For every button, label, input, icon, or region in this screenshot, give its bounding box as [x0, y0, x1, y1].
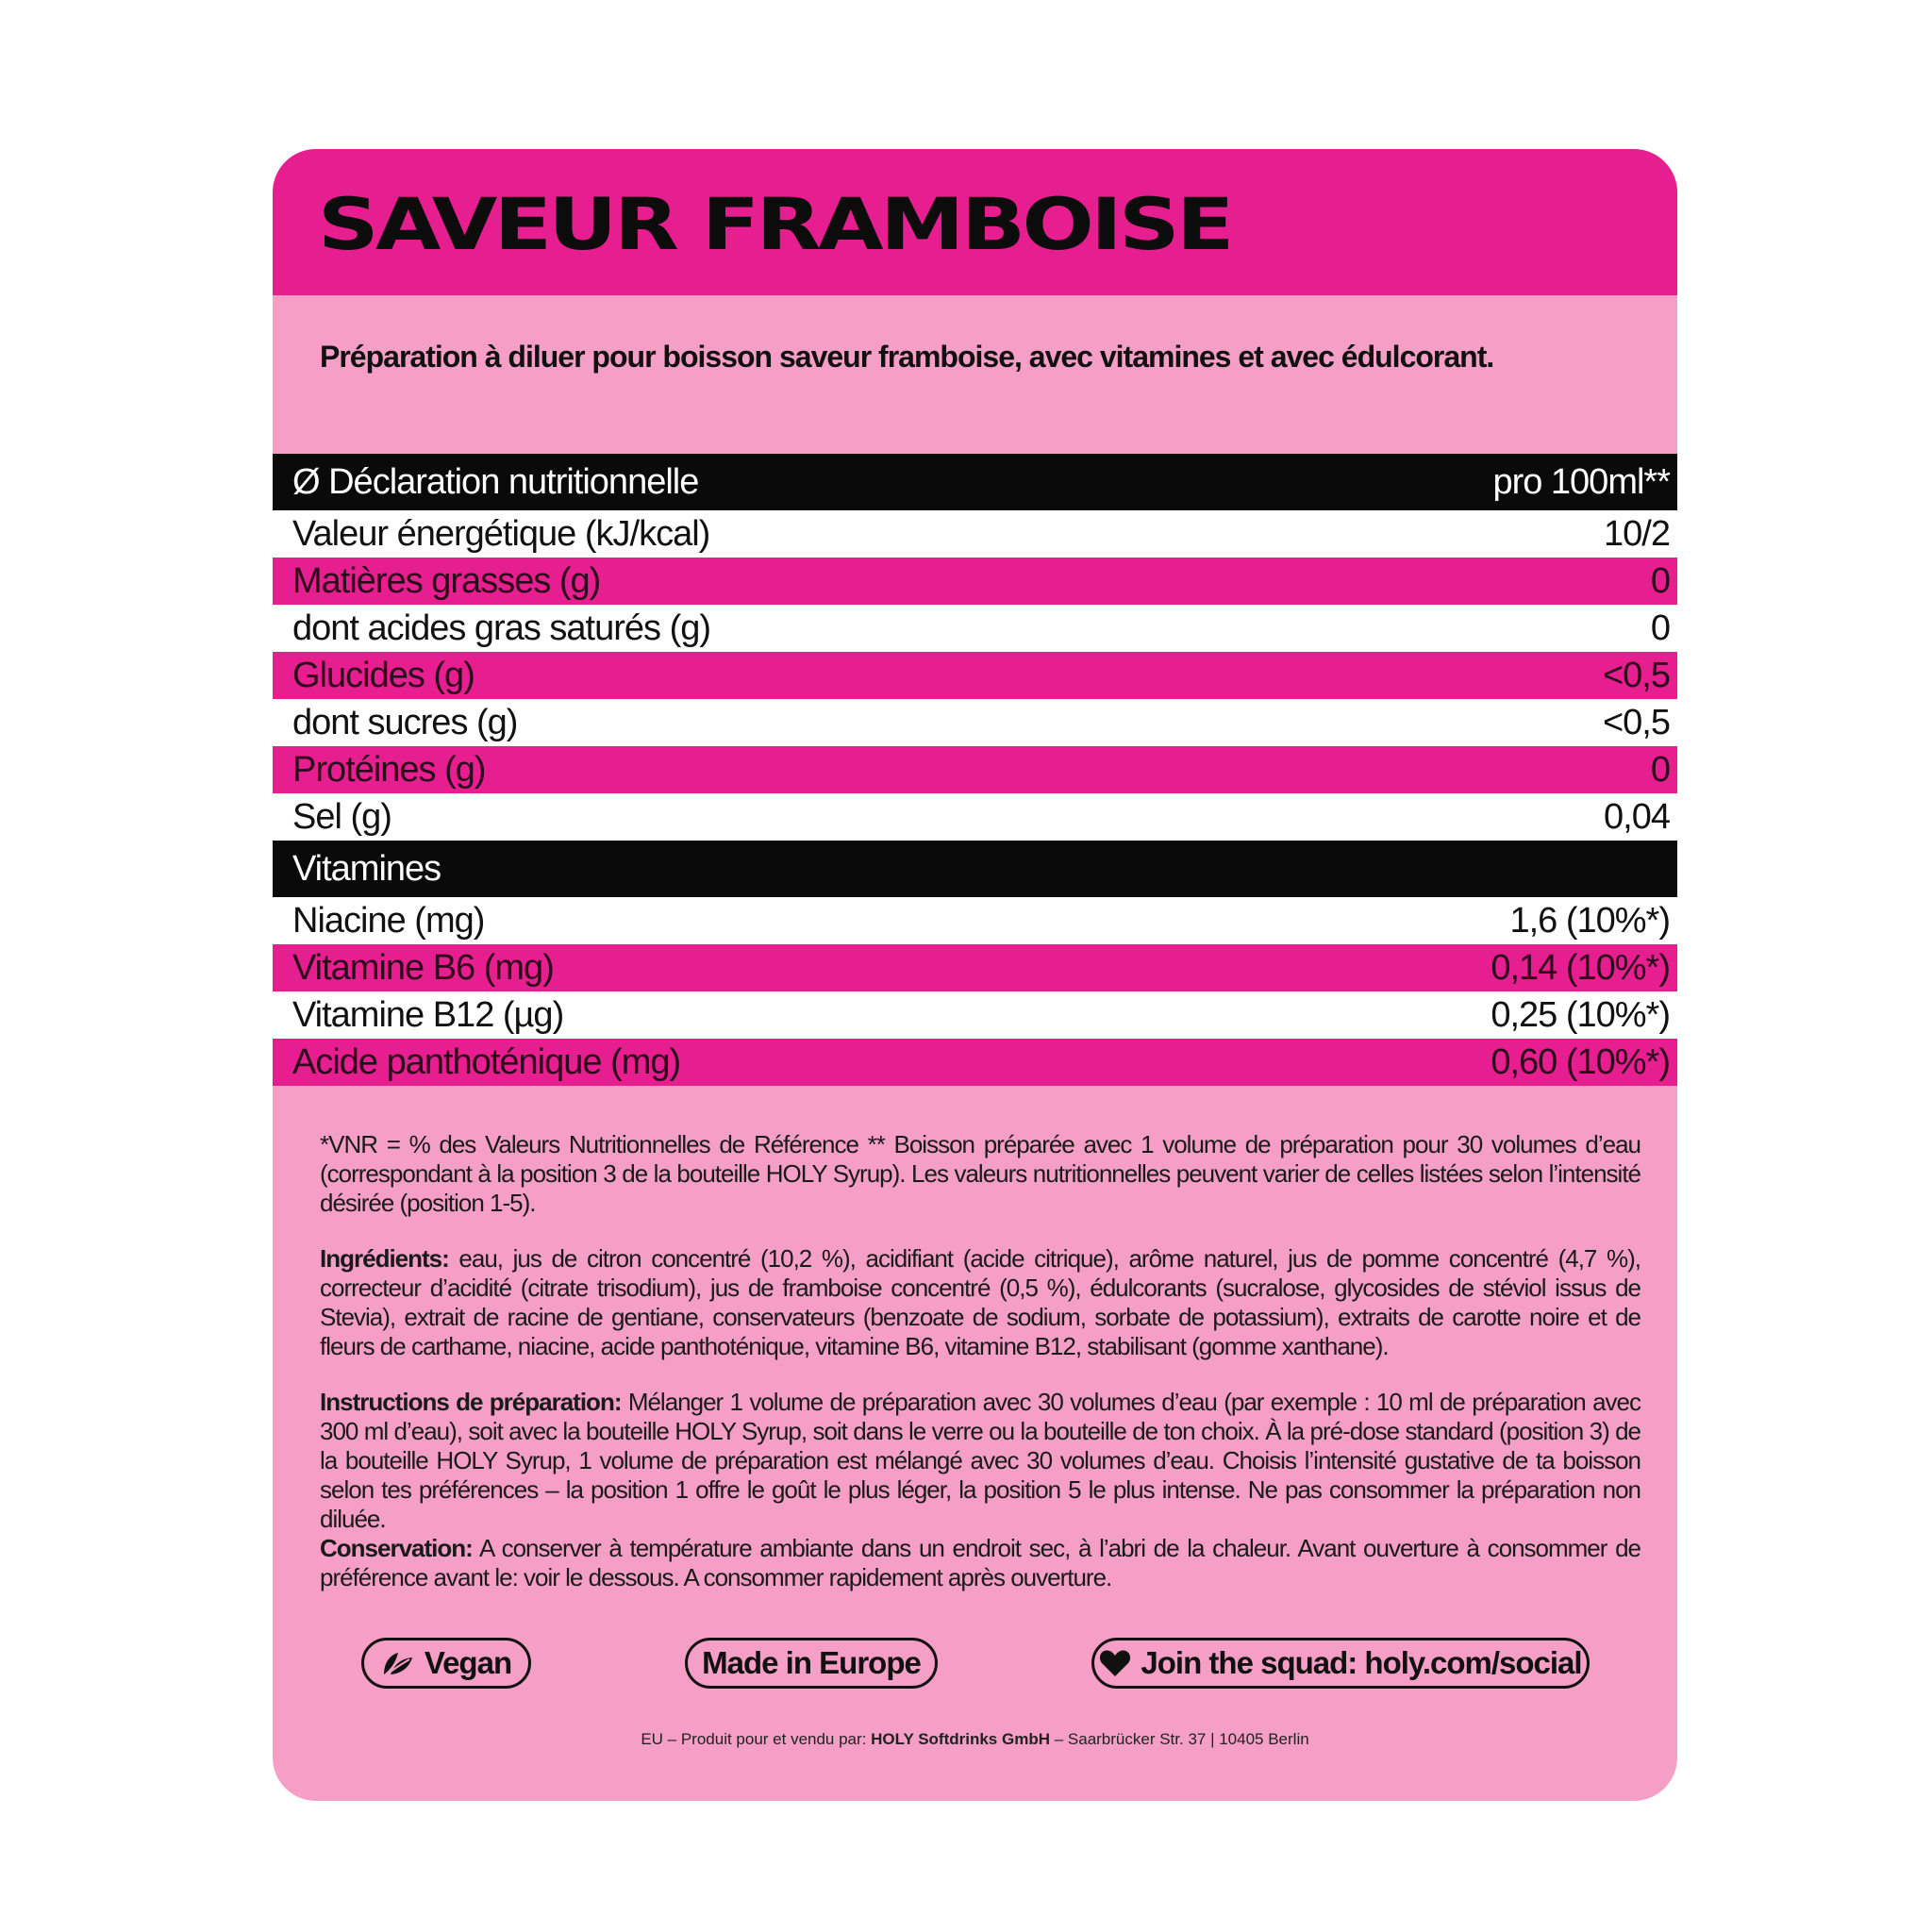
- row-value: 0,04: [1604, 796, 1670, 837]
- instructions-paragraph: [320, 1388, 1641, 1534]
- nutrition-label-card: [273, 149, 1677, 1801]
- vegan-label: Vegan: [424, 1645, 512, 1680]
- table-row: [273, 699, 1677, 746]
- row-value: 0,25 (10%*): [1491, 994, 1670, 1035]
- product-subtitle: Préparation à diluer pour boisson saveur framboise, avec vitamines et avec édulcorant.: [320, 340, 1494, 374]
- row-value: 0,60 (10%*): [1491, 1041, 1670, 1082]
- row-label: Vitamine B6 (mg): [292, 947, 554, 988]
- legal-text-block: [320, 1130, 1641, 1592]
- ingredients-text: eau, jus de citron concentré (10,2 %), acidifiant (acide citrique), arôme naturel, jus de pomme concentré (4,7 %), correcteur d’acidité (citrate trisodium), jus de framboise concentré (0,5 %), édulcorants (sucralose, glycosides de stéviol issus de Stevia), extrait de racine de gentiane, conservateurs (benzoate de sodium, sorbate de potassium), extraits de carotte noire et de fleurs de carthame, niacine, acide panthoténique, vitamine B6, vitamine B12, stabilisant (gomme xanthane).: [320, 1244, 1641, 1360]
- row-label: Glucides (g): [292, 655, 475, 695]
- conservation-paragraph: [320, 1534, 1641, 1592]
- table-row: [273, 652, 1677, 699]
- row-value: 0,14 (10%*): [1491, 947, 1670, 988]
- imprint-address: – Saarbrücker Str. 37 | 10405 Berlin: [1050, 1730, 1309, 1748]
- row-label: Vitamine B12 (µg): [292, 994, 564, 1035]
- title-band: [273, 149, 1677, 295]
- conservation-label: Conservation:: [320, 1534, 473, 1562]
- social-label: Join the squad: holy.com/social: [1141, 1645, 1582, 1680]
- table-row: [273, 746, 1677, 793]
- made-in-europe-badge: [685, 1638, 938, 1689]
- table-row: [273, 944, 1677, 991]
- instructions-text: Mélanger 1 volume de préparation avec 30 volumes d’eau (par exemple : 10 ml de préparation avec 300 ml d’eau), soit avec la bouteille HOLY Syrup, soit dans le verre ou la bouteille de ton choix. À la pré-dose standard (position 3) de la bouteille HOLY Syrup, 1 volume de préparation est mélangé avec 30 volumes d’eau. Choisis l’intensité gustative de ta boisson selon tes préférences – la position 1 offre le goût le plus léger, la position 5 le plus intense. Ne pas consommer la préparation non diluée.: [320, 1388, 1641, 1533]
- imprint-company: HOLY Softdrinks GmbH: [871, 1730, 1050, 1748]
- row-value: 0: [1650, 560, 1670, 601]
- row-label: Niacine (mg): [292, 900, 485, 941]
- table-row: [273, 605, 1677, 652]
- row-label: Sel (g): [292, 796, 391, 837]
- table-row: [273, 793, 1677, 841]
- row-label: Matières grasses (g): [292, 560, 601, 601]
- imprint-prefix: EU – Produit pour et vendu par:: [641, 1730, 872, 1748]
- row-value: <0,5: [1602, 702, 1670, 742]
- row-value: <0,5: [1602, 655, 1670, 695]
- instructions-label: Instructions de préparation:: [320, 1388, 622, 1416]
- row-label: Acide panthoténique (mg): [292, 1041, 681, 1082]
- table-row: [273, 897, 1677, 944]
- table-row: [273, 558, 1677, 605]
- made-in-europe-label: Made in Europe: [702, 1645, 921, 1680]
- imprint-line: [273, 1730, 1677, 1749]
- row-label: Protéines (g): [292, 749, 486, 790]
- table-row: [273, 1039, 1677, 1086]
- product-title: SAVEUR FRAMBOISE: [318, 182, 1231, 266]
- heart-icon: [1099, 1649, 1131, 1677]
- table-row: [273, 510, 1677, 558]
- nutrition-header-value: pro 100ml**: [1492, 461, 1670, 502]
- row-value: 1,6 (10%*): [1509, 900, 1670, 941]
- vegan-badge: [361, 1638, 531, 1689]
- vitamins-header-label: Vitamines: [292, 848, 441, 889]
- ingredients-label: Ingrédients:: [320, 1244, 449, 1273]
- vitamins-header-row: [273, 841, 1677, 897]
- row-value: 10/2: [1604, 513, 1670, 554]
- conservation-text: A conserver à température ambiante dans un endroit sec, à l’abri de la chaleur. Avant ouverture à consommer de préférence avant le: voir le dessous. A consommer rapidement après ouverture.: [320, 1534, 1641, 1591]
- row-value: 0: [1650, 608, 1670, 648]
- nutrition-header-label: Ø Déclaration nutritionnelle: [292, 461, 699, 502]
- row-label: dont acides gras saturés (g): [292, 608, 711, 648]
- row-value: 0: [1650, 749, 1670, 790]
- ingredients-paragraph: [320, 1244, 1641, 1361]
- row-label: dont sucres (g): [292, 702, 518, 742]
- social-badge: [1091, 1638, 1590, 1689]
- table-row: [273, 991, 1677, 1039]
- nutrition-header-row: [273, 454, 1677, 510]
- row-label: Valeur énergétique (kJ/kcal): [292, 513, 710, 554]
- leaf-icon: [381, 1649, 415, 1677]
- footnote-text: *VNR = % des Valeurs Nutritionnelles de Référence ** Boisson préparée avec 1 volume de préparation pour 30 volumes d’eau (correspondant à la position 3 de la bouteille HOLY Syrup). Les valeurs nutritionnelles peuvent varier de celles listées selon l’intensité désirée (position 1-5).: [320, 1130, 1641, 1217]
